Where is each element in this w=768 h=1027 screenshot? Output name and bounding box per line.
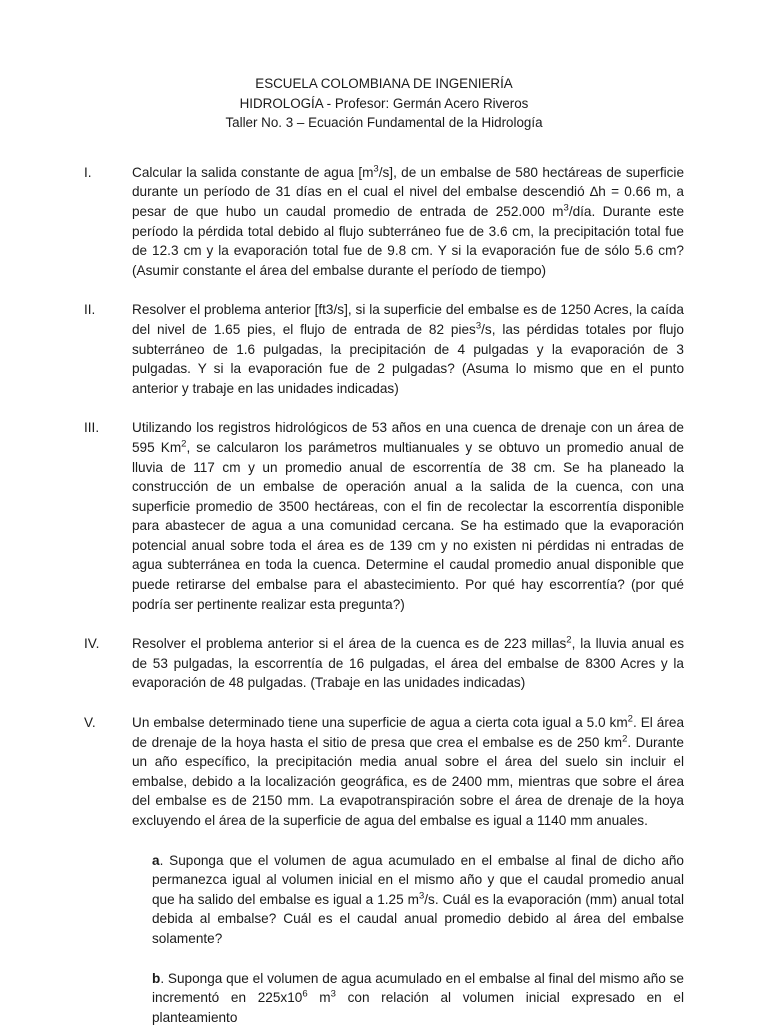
problem-4: [84, 634, 684, 693]
problem-text: Utilizando los registros hidrológicos de 53 años en una cuenca de drenaje con un área de 595 Km$^2$, se calcularon los parámetros multianuales y se obtuvo un promedio anual de lluvia de 117 cm y un promedio anual de escorrentía de 38 cm. Se ha planeado la construcción de un embalse de operación anual a la salida de la cuenca, con una superficie promedio de 3500 hectáreas, con el fin de recolectar la escorrentía disponible para abastecer de agua a una comunidad cercana. Se ha estimado que la evaporación potencial anual sobre toda el área es de 139 cm y no existen ni pérdidas ni entradas de agua subterránea en toda la cuenca. Determine el caudal promedio anual disponible que puede retirarse del embalse para el abastecimiento. Por qué hay escorrentía? (por qué podría ser pertinente realizar esta pregunta?): [132, 420, 684, 612]
problem-text: Resolver el problema anterior [ft3/s], si la superficie del embalse es de 1250 Acres, la caída del nivel de 1.65 pies, el flujo de entrada de 82 pies$^3$/s, las pérdidas totales por flujo subterráneo de 1.6 pulgadas, la precipitación de 4 pulgadas y la evaporación de 3 pulgadas. Y si la evaporación fue de 2 pulgadas? (Asuma lo mismo que en el punto anterior y trabaje en las unidades indicadas): [132, 302, 684, 396]
workshop-title: Taller No. 3 – Ecuación Fundamental de la Hidrología: [225, 115, 543, 131]
subitem-letter: a: [152, 852, 160, 868]
problem-5: [84, 713, 684, 831]
problem-numeral: II.: [84, 302, 96, 318]
problem-numeral: IV.: [84, 636, 100, 652]
problem-numeral: I.: [84, 164, 92, 180]
problem-text: Un embalse determinado tiene una superficie de agua a cierta cota igual a 5.0 $km^2$. El área de drenaje de la hoya hasta el sitio de presa que crea el embalse es de 250 $km^2$. Durante un año específico, la precipitación media anual sobre el área del suelo sin incluir el embalse, debido a la localización geográfica, es de 2400 mm, mientras que sobre el área del embalse es de 2150 mm. La evapotranspiración sobre el área de drenaje de la hoya excluyendo el área de la superficie de agua del embalse es igual a 1140 mm anuales.: [132, 713, 684, 828]
subitem-letter: b: [152, 970, 161, 986]
problem-3: [84, 418, 684, 614]
course-title: HIDROLOGÍA - Profesor: Germán Acero Riveros: [239, 95, 529, 111]
problem-2: [84, 300, 684, 398]
subitem-a: a. Suponga que el volumen de agua acumulado en el embalse al final de dicho año permanezca igual al volumen inicial en el mismo año y que el caudal promedio anual que ha salido del embalse es igual a 1.25 $m^3/s$. Cuál es la evaporación (mm) anual total debida al embalse? Cuál es el caudal anual promedio debido al área del embalse solamente?: [152, 852, 684, 946]
problem-numeral: V.: [84, 715, 96, 731]
problem-numeral: III.: [84, 420, 100, 436]
school-name: ESCUELA COLOMBIANA DE INGENIERÍA: [255, 76, 513, 91]
problem-text: Calcular la salida constante de agua $[m^3/s]$, de un embalse de 580 hectáreas de superficie durante un período de 31 días en el cual el nivel del embalse descendió ∆h = 0.66 m, a pesar de que hubo un caudal promedio de entrada de 252.000 $m^3$/día. Durante este período la pérdida total debido al flujo subterráneo fue de 3.6 cm, la precipitación total fue de 12.3 cm y la evaporación total fue de 9.8 cm. Y si la evaporación fue de sólo 5.6 cm? (Asumir constante el área del embalse durante el período de tiempo): [132, 163, 685, 278]
document-header: [84, 74, 684, 133]
subitem-b: b. Suponga que el volumen de agua acumulado en el embalse al final del mismo año se incrementó en $225x10^6$ $m^3$ con relación al volumen inicial expresado en el planteamiento: [152, 970, 684, 1025]
problem-text: Resolver el problema anterior si el área de la cuenca es de 223 millas$^2$, la lluvia anual es de 53 pulgadas, la escorrentía de 16 pulgadas, el área del embalse de 8300 Acres y la evaporación de 48 pulgadas. (Trabaje en las unidades indicadas): [132, 634, 684, 691]
problem-1: [84, 163, 684, 281]
